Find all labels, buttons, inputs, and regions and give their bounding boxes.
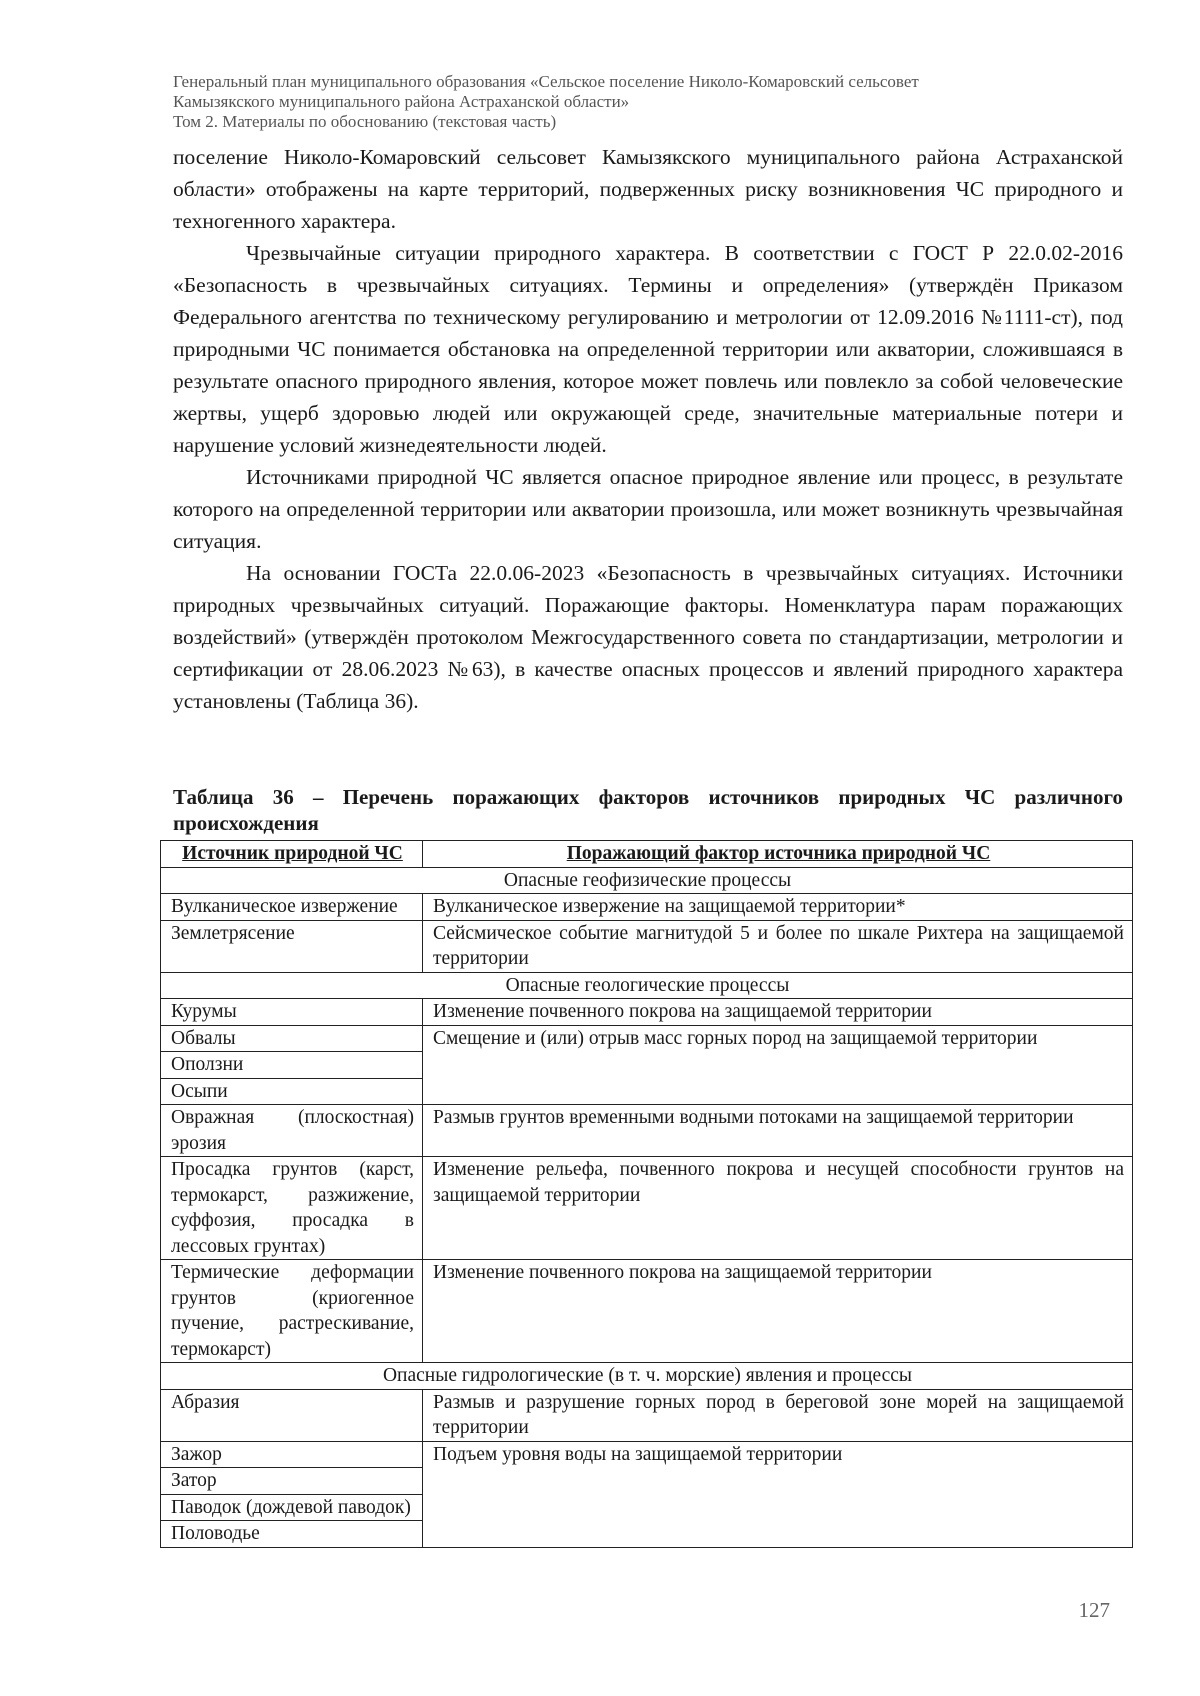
- paragraph-gost: На основании ГОСТа 22.0.06-2023 «Безопасность в чрезвычайных ситуациях. Источники природных чрезвычайных ситуаций. Поражающие факторы. Номенклатура парам поражающих воздействий» (утверждён протоколом Межгосударственного совета по стандартизации, метрологии и сертификации от 28.06.2023 №63), в качестве опасных процессов и явлений природного характера установлены (Таблица 36).: [173, 561, 1123, 713]
- hazard-factors-table: [160, 840, 1133, 1548]
- group-geological: Опасные геологические процессы: [161, 972, 1133, 999]
- factor-cell: Размыв и разрушение горных пород в береговой зоне морей на защищаемой территории: [423, 1389, 1133, 1441]
- source-cell: Затор: [161, 1468, 423, 1495]
- factor-cell: Подъем уровня воды на защищаемой территории: [423, 1441, 1133, 1547]
- factor-cell: Изменение рельефа, почвенного покрова и несущей способности грунтов на защищаемой территории: [423, 1157, 1133, 1260]
- source-cell: Абразия: [161, 1389, 423, 1441]
- paragraph-continuation: поселение Николо-Комаровский сельсовет Камызякского муниципального района Астраханской области» отображены на карте территорий, подверженных риску возникновения ЧС природного и техногенного характера.: [173, 145, 1123, 233]
- source-cell: Вулканическое извержение: [161, 894, 423, 921]
- header-line-2: Камызякского муниципального района Астраханской области»: [173, 92, 630, 111]
- source-cell: Землетрясение: [161, 920, 423, 972]
- table-group-row: [161, 972, 1133, 999]
- column-header-factor: Поражающий фактор источника природной ЧС: [423, 841, 1133, 868]
- table-caption: Таблица 36 – Перечень поражающих факторов источников природных ЧС различного происхождения: [173, 785, 1123, 835]
- page-number: 127: [1078, 1598, 1110, 1622]
- factor-cell: Изменение почвенного покрова на защищаемой территории: [423, 999, 1133, 1026]
- factor-cell: Сейсмическое событие магнитудой 5 и более по шкале Рихтера на защищаемой территории: [423, 920, 1133, 972]
- paragraph-sources: Источниками природной ЧС является опасное природное явление или процесс, в результате которого на определенной территории или акватории произошла, или может возникнуть чрезвычайная ситуация.: [173, 465, 1123, 553]
- table-row: [161, 1157, 1133, 1260]
- table-row: [161, 920, 1133, 972]
- factor-cell: Изменение почвенного покрова на защищаемой территории: [423, 1260, 1133, 1363]
- table-group-row: [161, 867, 1133, 894]
- table-group-row: [161, 1363, 1133, 1390]
- source-cell: Осыпи: [161, 1078, 423, 1105]
- source-cell: Оползни: [161, 1052, 423, 1079]
- source-cell: Обвалы: [161, 1025, 423, 1052]
- source-cell: Овражная (плоскостная) эрозия: [161, 1105, 423, 1157]
- paragraph-natural-emergencies: Чрезвычайные ситуации природного характера. В соответствии с ГОСТ Р 22.0.02-2016 «Безопасность в чрезвычайных ситуациях. Термины и определения» (утверждён Приказом Федерального агентства по техническому регулированию и метрологии от 12.09.2016 №1111-ст), под природными ЧС понимается обстановка на определенной территории или акватории, сложившаяся в результате опасного природного явления, которое может повлечь или повлекло за собой человеческие жертвы, ущерб здоровью людей или окружающей среде, значительные материальные потери и нарушение условий жизнедеятельности людей.: [173, 241, 1123, 457]
- header-line-1: Генеральный план муниципального образования «Сельское поселение Николо-Комаровский сельсовет: [173, 72, 919, 91]
- table-row: [161, 999, 1133, 1026]
- table-row: [161, 1025, 1133, 1052]
- table-row: [161, 1105, 1133, 1157]
- column-header-source: Источник природной ЧС: [161, 841, 423, 868]
- table-row: [161, 1441, 1133, 1468]
- body-text: [173, 141, 1123, 717]
- table-row: [161, 1389, 1133, 1441]
- table-header-row: [161, 841, 1133, 868]
- group-geophysical: Опасные геофизические процессы: [161, 867, 1133, 894]
- source-cell: Зажор: [161, 1441, 423, 1468]
- table-row: [161, 894, 1133, 921]
- source-cell: Просадка грунтов (карст, термокарст, разжижение, суффозия, просадка в лессовых грунтах): [161, 1157, 423, 1260]
- header-line-3: Том 2. Материалы по обоснованию (текстовая часть): [173, 112, 557, 131]
- table-row: [161, 1260, 1133, 1363]
- source-cell: Паводок (дождевой паводок): [161, 1494, 423, 1521]
- running-header: [173, 72, 1123, 132]
- group-hydrological: Опасные гидрологические (в т. ч. морские) явления и процессы: [161, 1363, 1133, 1390]
- source-cell: Термические деформации грунтов (криогенное пучение, растрескивание, термокарст): [161, 1260, 423, 1363]
- source-cell: Половодье: [161, 1521, 423, 1548]
- source-cell: Курумы: [161, 999, 423, 1026]
- factor-cell: Смещение и (или) отрыв масс горных пород на защищаемой территории: [423, 1025, 1133, 1105]
- factor-cell: Вулканическое извержение на защищаемой территории*: [423, 894, 1133, 921]
- factor-cell: Размыв грунтов временными водными потоками на защищаемой территории: [423, 1105, 1133, 1157]
